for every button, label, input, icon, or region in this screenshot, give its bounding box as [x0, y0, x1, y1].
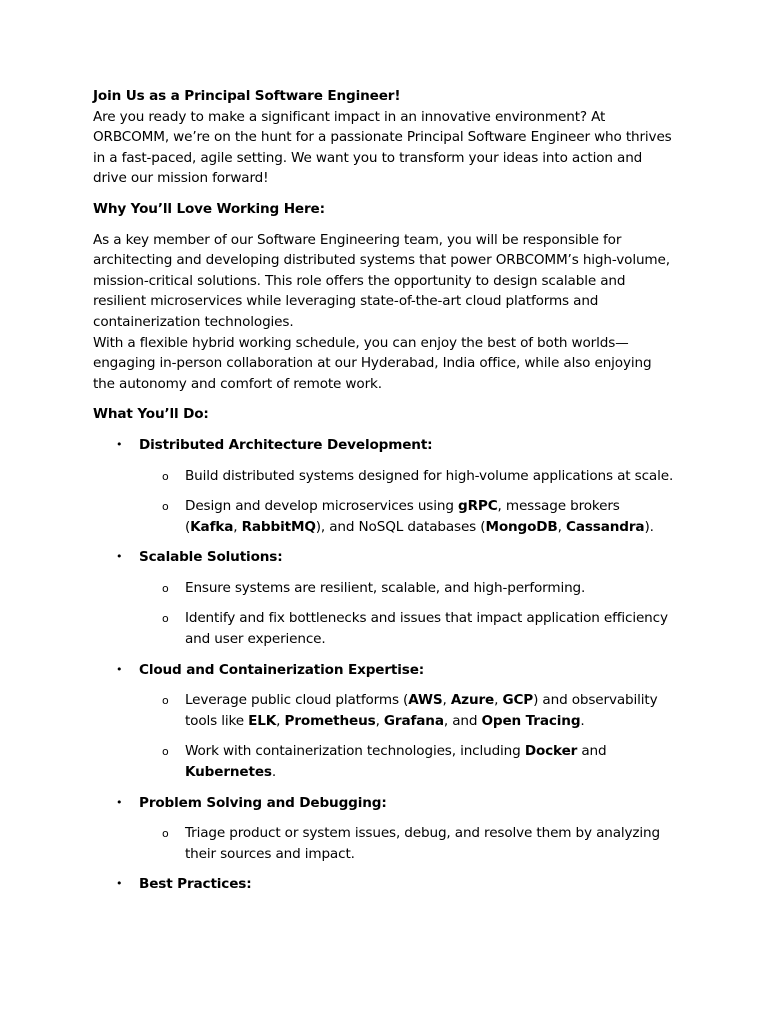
- sub-list-item: [139, 690, 676, 731]
- sub-list-item: [139, 466, 676, 487]
- item-text: ,: [233, 518, 242, 535]
- bullet-icon: •: [116, 437, 123, 451]
- list-item: [93, 547, 676, 649]
- item-text: Identify and fix bottlenecks and issues that impact application efficiency and user experience.: [185, 610, 668, 648]
- item-keyword: Cassandra: [566, 518, 645, 535]
- intro-paragraph: Are you ready to make a significant impact in an innovative environment? At ORBCOMM, we’re on the hunt for a passionate Principal Software Engineer who thrives in a fast-paced, agile setting. We want you to transform your ideas into action and drive our mission forward!: [93, 108, 672, 187]
- item-text: , message brokers (: [185, 498, 620, 535]
- section-heading: Problem Solving and Debugging:: [139, 794, 387, 811]
- sub-list-item: [139, 578, 676, 599]
- item-text: and: [577, 743, 607, 760]
- circle-bullet-icon: o: [162, 581, 169, 595]
- item-text: Ensure systems are resilient, scalable, and high-performing.: [185, 579, 586, 596]
- what-heading: What You’ll Do:: [93, 406, 209, 423]
- item-keyword: Prometheus: [284, 712, 376, 729]
- sub-list: [139, 690, 676, 782]
- circle-bullet-icon: o: [162, 500, 169, 514]
- item-text: ,: [442, 692, 451, 709]
- item-text: Design and develop microservices using: [185, 498, 458, 515]
- circle-bullet-icon: o: [162, 469, 169, 483]
- list-item: [93, 793, 676, 865]
- circle-bullet-icon: o: [162, 694, 169, 708]
- bullet-icon: •: [116, 877, 123, 891]
- item-keyword: Docker: [524, 743, 578, 760]
- circle-bullet-icon: o: [162, 745, 169, 759]
- sub-list: [139, 578, 676, 650]
- section-heading: Distributed Architecture Development:: [139, 436, 433, 453]
- circle-bullet-icon: o: [162, 612, 169, 626]
- section-heading: Scalable Solutions:: [139, 549, 283, 566]
- sub-list-item: [139, 496, 676, 537]
- item-text: Leverage public cloud platforms (: [185, 692, 409, 709]
- item-keyword: Kubernetes: [185, 764, 272, 781]
- list-item: [93, 435, 676, 537]
- item-keyword: AWS: [408, 692, 443, 709]
- list-item: [93, 660, 676, 783]
- bullet-icon: •: [116, 795, 123, 809]
- bullet-icon: •: [116, 550, 123, 564]
- item-text: .: [271, 764, 277, 781]
- section-heading: Cloud and Containerization Expertise:: [139, 661, 425, 678]
- item-keyword: Open Tracing: [481, 712, 581, 729]
- item-keyword: ELK: [248, 712, 277, 729]
- sub-list: [139, 466, 676, 538]
- sub-list-item: [139, 608, 676, 649]
- item-keyword: Grafana: [383, 712, 444, 729]
- item-text: ) and observability tools like: [185, 692, 658, 729]
- item-keyword: MongoDB: [485, 518, 558, 535]
- sub-list: [139, 823, 676, 864]
- item-text: ,: [276, 712, 285, 729]
- item-text: ,: [375, 712, 384, 729]
- item-text: ).: [644, 518, 654, 535]
- item-text: , and: [443, 712, 482, 729]
- page-title: Join Us as a Principal Software Engineer!: [93, 88, 401, 104]
- sub-list-item: [139, 823, 676, 864]
- bullet-icon: •: [116, 662, 123, 676]
- sub-list-item: [139, 741, 676, 782]
- list-item: [93, 874, 676, 895]
- why-paragraph-1: As a key member of our Software Engineering team, you will be responsible for architecting and developing distributed systems that power ORBCOMM’s high-volume, mission-critical solutions. This role offers the opportunity to design scalable and resilient microservices while leveraging state-of-the-art cloud platforms and containerization technologies.: [93, 231, 670, 330]
- item-text: .: [580, 712, 585, 729]
- item-text: Work with containerization technologies, including: [185, 743, 525, 760]
- item-keyword: Kafka: [190, 518, 234, 535]
- item-keyword: GCP: [502, 692, 534, 709]
- item-text: Triage product or system issues, debug, and resolve them by analyzing their sources and impact.: [185, 825, 660, 862]
- item-text: ,: [494, 692, 503, 709]
- responsibilities-list: [93, 435, 676, 895]
- item-keyword: RabbitMQ: [241, 518, 316, 535]
- item-text: ), and NoSQL databases (: [315, 518, 486, 535]
- circle-bullet-icon: o: [162, 827, 169, 841]
- why-heading: Why You’ll Love Working Here:: [93, 200, 325, 217]
- item-keyword: gRPC: [457, 498, 498, 515]
- item-text: ,: [557, 518, 566, 535]
- why-paragraph-2: With a flexible hybrid working schedule, you can enjoy the best of both worlds—engaging in-person collaboration at our Hyderabad, India office, while also enjoying the autonomy and comfort of remote work.: [93, 334, 652, 392]
- item-text: Build distributed systems designed for high-volume applications at scale.: [185, 467, 674, 484]
- item-keyword: Azure: [450, 692, 495, 709]
- section-heading: Best Practices:: [139, 876, 252, 893]
